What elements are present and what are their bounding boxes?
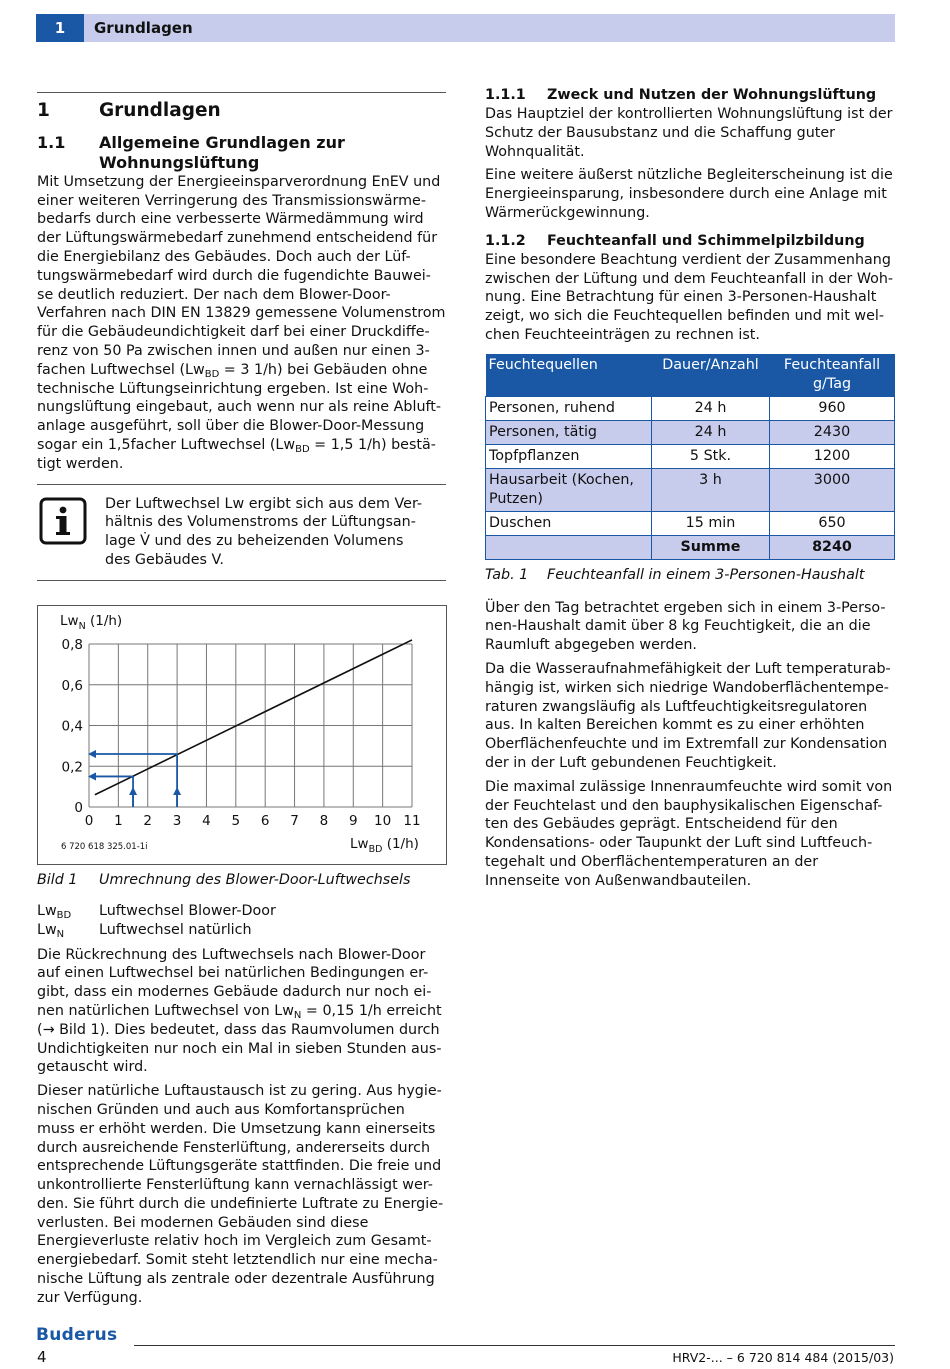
section-title: Grundlagen [99,100,221,121]
paragraph: Da die Wasseraufnahmefähigkeit der Luft temperaturab-hängig ist, wirken sich niedrige Wandoberflächentempe-raturen zwangsläufig als Luftfeuchtigkeitsregulatoren aus. In kalten Bereichen kommt es zu einer erhöhten Oberflächenfeuchte und im Extremfall zur Kondensation der in der Luft gebundenen Feuchtigkeit. [485,660,891,771]
x-tick-label: 10 [374,812,392,829]
moisture-table [485,354,895,560]
x-tick-label: 1 [114,812,123,829]
figure-1-chart [37,605,447,865]
section-title: Allgemeine Grundlagen zur Wohnungslüftung [99,132,345,172]
x-tick-label: 2 [143,812,153,829]
paragraph: Eine besondere Beachtung verdient der Zusammenhang zwischen der Lüftung und dem Feuchteanfall in der Woh-nung. Eine Betrachtung für einen 3-Personen-Haushalt zeigt, wo sich die Feuchtequellen befinden und mit wel-chen Feuchteeinträgen zu rechnen ist. [485,251,894,343]
table-row: Hausarbeit (Kochen, Putzen) 3 h 3000 [486,468,895,511]
paragraph-recalc: Die Rückrechnung des Luftwechsels nach Blower-Door auf einen Luftwechsel bei natürlichen Bedingungen er-gibt, dass ein modernes Gebäude dadurch nur noch ei-nen natürlichen Luftwechsel von $Lw_N = 0,15$ 1/h erreicht (→ Bild 1). Dies bedeutet, dass das Raumvolumen durch Undichtigkeiten nur noch ein Mal in sieben Stunden aus-getauscht wird. [37,946,442,1076]
paragraph: Das Hauptziel der kontrollierten Wohnungslüftung ist der Schutz der Bausubstanz und die Schaffung guter Wohnqualität. [485,106,893,160]
table-sum-row: Summe 8240 [486,535,895,559]
buderus-logo: Buderus [36,1325,118,1345]
section-number: 1.1 [37,132,66,152]
left-column [37,92,446,1313]
y-axis-label: $Lw_N$ (1/h) [60,612,123,632]
y-tick-label: 0,2 [61,758,83,775]
legend-row: $Lw_N$ Luftwechsel natürlich [37,921,252,940]
x-tick-label: 8 [319,812,329,829]
y-tick-label: 0,4 [61,718,83,735]
table-row: Topfpflanzen 5 Stk. 1200 [486,444,895,468]
section-heading-1-1-2: 1.1.2 Feuchteanfall und Schimmelpilzbildung [485,232,865,249]
section-heading-1 [37,102,446,121]
table-row: Personen, tätig 24 h 2430 [486,420,895,444]
right-column [485,86,895,896]
section-number: 1 [37,100,50,121]
x-tick-label: 5 [231,812,241,829]
y-tick-label: 0,6 [61,677,83,694]
chapter-title: Grundlagen [94,19,193,37]
legend-text: Luftwechsel natürlich [99,921,252,938]
x-tick-label: 3 [172,812,182,829]
table-caption: Tab. 1 Feuchteanfall in einem 3-Personen-Haushalt [485,566,865,583]
note-text: Der Luftwechsel Lw ergibt sich aus dem Ver-hältnis des Volumenstroms der Lüftungsan-lage V̇ und des zu beheizenden Volumens des Gebäudes V. [105,495,423,568]
info-icon [39,497,87,545]
page-number: 4 [37,1348,47,1366]
paragraph: Eine weitere äußerst nützliche Begleiterscheinung ist die Energieeinsparung, insbesondere durch eine Anlage mit Wärmerückgewinnung. [485,167,893,221]
paragraph-ventilation: Dieser natürliche Luftaustausch ist zu gering. Aus hygie-nischen Gründen und auch aus Komfortansprüchen muss er erhöht werden. Die Umsetzung kann einerseits durch ausreichende Fensterlüftung, andererseits durch entsprechende Lüftungsgeräte stattfinden. Die freie und unkontrollierte Fensterlüftung kann vernachlässigt wer-den. Sie führt durch die undefinierte Luftrate zu Energie-verlusten. Bei modernen Gebäuden sind diese Energieverluste relativ hoch im Vergleich zum Gesamt-energiebedarf. Somit steht letztendlich nur eine mecha-nische Lüftung als zentrale oder dezentrale Ausführung zur Verfügung. [37,1083,444,1306]
table-header: Feuchteanfall g/Tag [770,354,895,397]
paragraph-intro: Mit Umsetzung der Energieeinsparverordnung EnEV und einer weiteren Verringerung des Transmissionswärme-bedarfs durch eine verbesserte Wärmedämmung wird der Lüftungswärmebedarf zunehmend entscheidend für die Energiebilanz des Gebäudes. Doch auch der Lüf-tungswärmebedarf wird durch die fugendichte Bauwei-se deutlich reduziert. Der nach dem Blower-Door-Verfahren nach DIN EN 13829 gemessene Volumenstrom für die Gebäudeundichtigkeit darf bei einer Druckdiffe-renz von 50 Pa zwischen innen und außen nur einen 3-fachen Luftwechsel ($Lw_{BD} = 3$ 1/h) bei Gebäuden ohne technische Lüftungseinrichtung ergeben. Ist eine Woh-nungslüftung eingebaut, auch wenn nur als reine Abluft-anlage ausgeführt, soll über die Blower-Door-Messung sogar ein 1,5facher Luftwechsel ($Lw_{BD} = 1,5$ 1/h) bestä-tigt werden. [37,173,446,472]
table-header: Feuchtequellen [486,354,652,397]
figure-caption-text: Umrechnung des Blower-Door-Luftwechsels [99,871,411,888]
figure-label: Bild 1 [37,871,78,888]
chart-svg [38,606,446,864]
table-row: Duschen 15 min 650 [486,511,895,535]
x-tick-label: 6 [260,812,270,829]
section-heading-1-1 [37,133,446,173]
table-header: Dauer/Anzahl [652,354,770,397]
y-tick-label: 0,8 [61,636,83,653]
chapter-number: 1 [36,14,84,42]
paragraph: Die maximal zulässige Innenraumfeuchte wird somit von der Feuchtelast und den bauphysikalischen Eigenschaf-ten des Gebäudes geprägt. Entscheidend für den Kondensations- oder Taupunkt der Luft sind Luftfeuch-tegehalt und Oberflächentemperaturen an der Innenseite von Außenwandbauteilen. [485,778,893,889]
figure-caption [37,871,446,890]
conversion-line [95,640,412,795]
paragraph: Über den Tag betrachtet ergeben sich in einem 3-Perso-nen-Haushalt damit über 8 kg Feuchtigkeit, die an die Raumluft abgegeben werden. [485,599,886,654]
x-tick-label: 0 [84,812,94,829]
running-header [36,14,895,42]
document-id: HRV2-... – 6 720 814 484 (2015/03) [672,1350,894,1365]
section-heading-1-1-1: 1.1.1 Zweck und Nutzen der Wohnungslüftung [485,87,877,103]
x-tick-label: 11 [403,812,421,829]
table-row: Personen, ruhend 24 h 960 [486,396,895,420]
y-tick-label: 0 [74,799,83,816]
footer-rule [134,1345,895,1346]
info-note [37,484,446,581]
x-tick-label: 4 [202,812,211,829]
x-axis-label: $Lw_{BD}$ (1/h) [350,835,419,855]
legend-text: Luftwechsel Blower-Door [99,902,276,919]
x-tick-label: 7 [290,812,299,829]
x-tick-label: 9 [348,812,358,829]
heading-rule [37,92,446,93]
figure-id: 6 720 618 325.01-1i [61,841,148,852]
legend-row: $Lw_{BD}$ Luftwechsel Blower-Door [37,902,276,921]
